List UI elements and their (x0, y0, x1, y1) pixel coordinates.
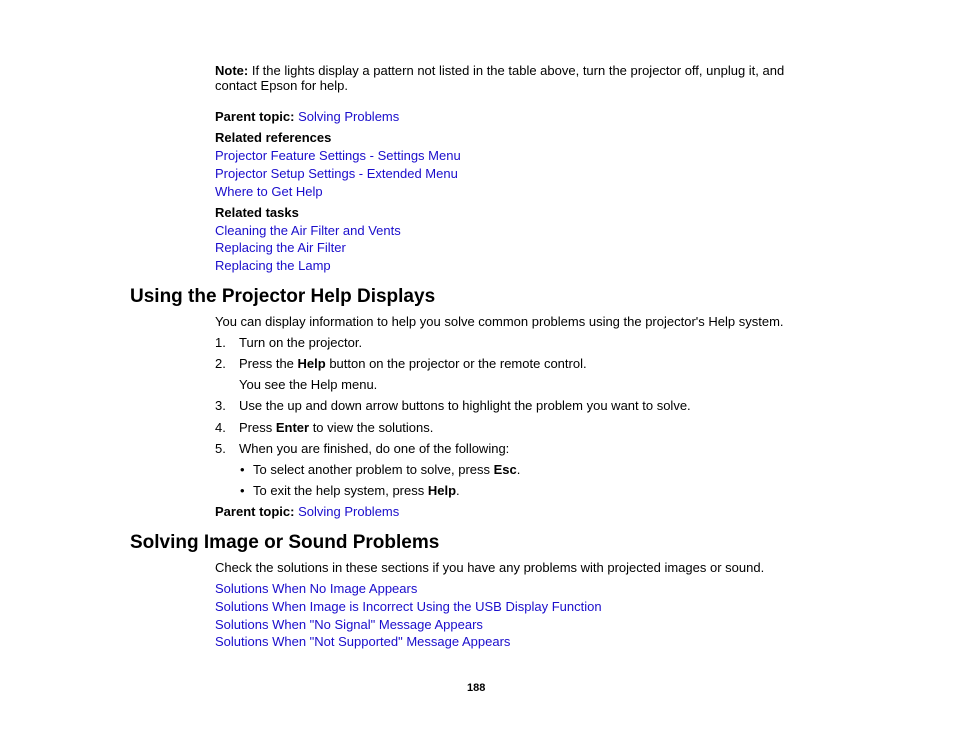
note-text-line2: contact Epson for help. (215, 78, 348, 93)
parent-topic-1 (215, 109, 399, 124)
bullet-1-key: Esc (493, 462, 517, 477)
bullet-marker: • (240, 483, 245, 498)
step-4-post: to view the solutions. (309, 420, 434, 435)
parent-topic-label: Parent topic: (215, 504, 295, 519)
step-4-pre: Press (239, 420, 276, 435)
reference-link-settings-menu[interactable]: Projector Feature Settings - Settings Menu (215, 148, 461, 163)
step-number-5: 5. (215, 441, 226, 456)
step-number-3: 3. (215, 398, 226, 413)
step-4-key: Enter (275, 420, 310, 435)
step-number-2: 2. (215, 356, 226, 371)
solving-intro: Check the solutions in these sections if you have any problems with projected images or sound. (215, 560, 765, 575)
step-text-1: Turn on the projector. (239, 335, 363, 350)
bullet-item-1 (253, 462, 520, 477)
step-text-3: Use the up and down arrow buttons to highlight the problem you want to solve. (239, 398, 691, 413)
bullet-2-key: Help (427, 483, 457, 498)
note-label: Note: (215, 63, 249, 78)
step-number-1: 1. (215, 335, 226, 350)
step-2-key: Help (297, 356, 326, 371)
solution-link-no-signal[interactable]: Solutions When "No Signal" Message Appears (215, 617, 483, 632)
section-title-help-displays: Using the Projector Help Displays (130, 286, 436, 307)
bullet-1-post: . (516, 462, 521, 477)
solution-link-not-supported[interactable]: Solutions When "Not Supported" Message Appears (215, 634, 511, 649)
page-number: 188 (467, 682, 486, 694)
task-link-replacing-air-filter[interactable]: Replacing the Air Filter (215, 240, 346, 255)
bullet-2-pre: To exit the help system, press (253, 483, 428, 498)
note-text-line1: If the lights display a pattern not listed in the table above, turn the projector off, unplug it, and (248, 63, 785, 78)
step-2-post: button on the projector or the remote control. (325, 356, 587, 371)
related-tasks-heading: Related tasks (215, 205, 299, 220)
bullet-2-post: . (456, 483, 460, 498)
related-references-heading: Related references (215, 130, 332, 145)
task-link-cleaning-air-filter[interactable]: Cleaning the Air Filter and Vents (215, 223, 401, 238)
step-number-4: 4. (215, 420, 226, 435)
bullet-item-2 (253, 483, 460, 498)
parent-topic-link[interactable]: Solving Problems (298, 504, 400, 519)
solution-link-no-image[interactable]: Solutions When No Image Appears (215, 581, 418, 596)
bullet-marker: • (240, 462, 245, 477)
solution-link-usb-display[interactable]: Solutions When Image is Incorrect Using the USB Display Function (215, 599, 602, 614)
note-paragraph (215, 63, 784, 78)
help-intro: You can display information to help you solve common problems using the projector's Help system. (215, 314, 784, 329)
parent-topic-link[interactable]: Solving Problems (298, 109, 400, 124)
parent-topic-label: Parent topic: (215, 109, 295, 124)
parent-topic-2 (215, 504, 399, 519)
reference-link-where-to-get-help[interactable]: Where to Get Help (215, 184, 323, 199)
bullet-1-pre: To select another problem to solve, press (253, 462, 494, 477)
step-2-result: You see the Help menu. (239, 377, 378, 392)
step-text-4 (239, 420, 433, 435)
step-2-pre: Press the (239, 356, 298, 371)
step-text-5: When you are finished, do one of the following: (239, 441, 510, 456)
step-text-2 (239, 356, 587, 371)
task-link-replacing-lamp[interactable]: Replacing the Lamp (215, 258, 331, 273)
reference-link-extended-menu[interactable]: Projector Setup Settings - Extended Menu (215, 166, 458, 181)
section-title-image-sound: Solving Image or Sound Problems (130, 532, 440, 553)
